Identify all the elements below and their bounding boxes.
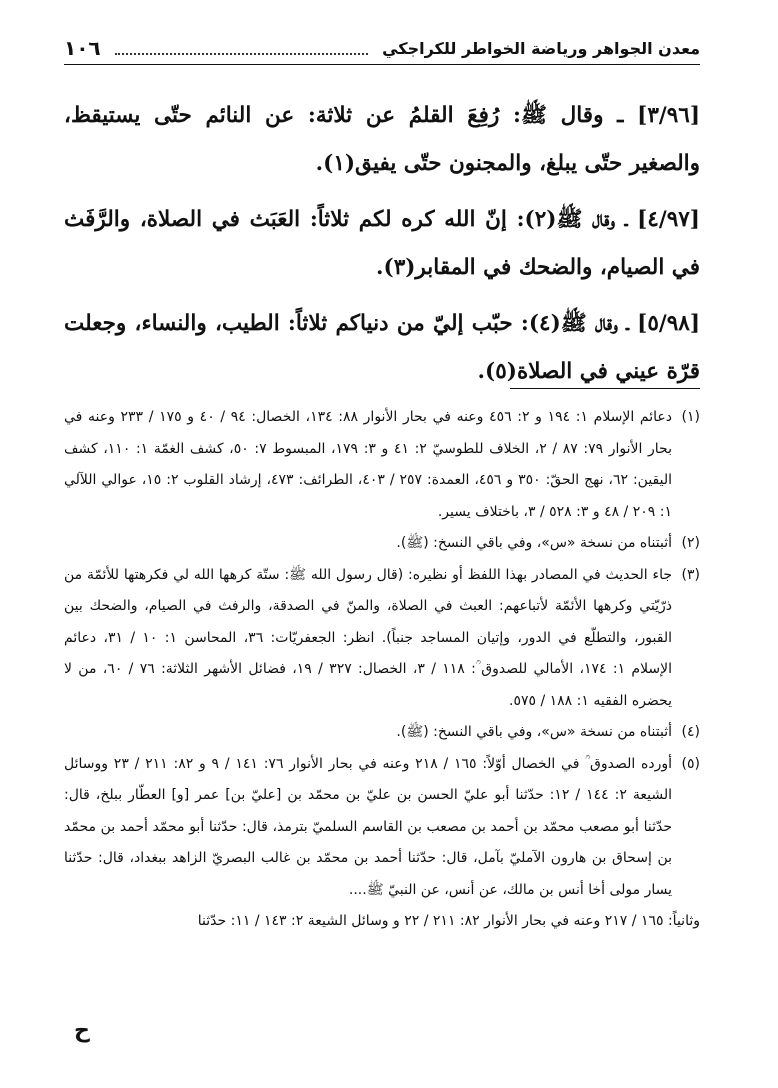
- footnote-separator: [510, 388, 700, 389]
- footnote-number: (٢): [681, 535, 700, 551]
- continuation-mark: ح: [74, 1018, 90, 1043]
- footnotes: [64, 402, 700, 938]
- footnote-text: جاء الحديث في المصادر بهذا اللفظ أو نظيره: (قال رسول الله ﷺ: ستّة كرهها الله لي فكرهتها للأئمّة من ذرّيّتي وكرهها الأئمّة لأتباعهم: العبث في الصلاة، والمنّ في الصدقة، والرفث في الصيام، والضحك بين القبور، والتطلّع في الدور، وإتيان المساجد جنباً). انظر: الجعفريّات: ٣٦، المحاسن ١: ١٠ / ٣١، دعائم الإسلام ١: ١٧٤، الأمالي للصدوق ؒ: ١١٨ / ٣، الخصال: ٣٢٧ / ١٩، فضائل الأشهر الثلاثة: ٧٦ / ٦٠، من لا يحضره الفقيه ١: ١٨٨ / ٥٧٥.: [64, 566, 673, 709]
- footnote-text: أثبتناه من نسخة «س»، وفي باقي النسخ: (ﷺ).: [396, 724, 672, 740]
- footnote-text: أثبتناه من نسخة «س»، وفي باقي النسخ: (ﷺ).: [396, 535, 672, 551]
- footnote: [64, 749, 700, 907]
- page-number: ١٠٦: [64, 36, 101, 60]
- footnote-text: أورده الصدوق ؒ في الخصال أوّلاً: ١٦٥ / ٢١٨ وعنه في بحار الأنوار ٧٦: ١٤١ / ٩ و ٨٢: ٢١١ / ٢٣ ووسائل الشيعة ٢: ١٤٤ / ١٢: حدّثنا أبو عليّ الحسن بن عليّ بن محمّد بن [عليّ بن] عمر [و] العطّار ببلخ، قال: حدّثنا أبو مصعب محمّد بن أحمد بن مصعب بن القاسم السلميّ بترمذ، قال: حدّثنا أبو محمّد أحمد بن محمّد بن إسحاق بن هارون الآمليّ بآمل، قال: حدّثنا أحمد بن محمّد بن غالب البصريّ الزاهد ببغداد، قال: حدّثنا يسار مولى أخا أنس بن مالك، عن أنس، عن النبيّ ﷺ....: [64, 755, 673, 898]
- hadith-paragraph: [٤/٩٧] ـ وقال ﷺ(٢): إنّ الله كره لكم ثلاثاً: العَبَث في الصلاة، والرَّفَث في الصيام، والضحك في المقابر(٣).: [64, 207, 700, 280]
- footnote-continuation: [64, 906, 700, 938]
- footnote: [64, 528, 700, 560]
- footnote-number: (١): [681, 409, 700, 425]
- dotted-leader: [115, 53, 368, 55]
- hadith-paragraph: [٥/٩٨] ـ وقال ﷺ(٤): حبّب إليّ من دنياكم ثلاثاً: الطيب، والنساء، وجعلت قرّة عيني في الصلاة(٥).: [64, 311, 700, 384]
- footnote: [64, 402, 700, 528]
- footnote: [64, 717, 700, 749]
- footnote-number: (٥): [681, 755, 700, 772]
- page-header: [64, 30, 700, 65]
- main-text: [64, 92, 700, 404]
- footnote-number: (٣): [681, 566, 700, 583]
- footnote-continuation-text: وثانياً: ١٦٥ / ٢١٧ وعنه في بحار الأنوار ٨٢: ٢١١ / ٢٢ و وسائل الشيعة ٢: ١٤٣ / ١١: حدّثنا: [197, 913, 700, 929]
- hadith-paragraph: [٣/٩٦] ـ وقال ﷺ: رُفِعَ القلمُ عن ثلاثة: عن النائم حتّى يستيقظ، والصغير حتّى يبلغ، والمجنون حتّى يفيق(١).: [64, 103, 700, 176]
- footnote-text: دعائم الإسلام ١: ١٩٤ و ٢: ٤٥٦ وعنه في بحار الأنوار ٨٨: ١٣٤، الخصال: ٩٤ / ٤٠ و ١٧٥ / ٢٣٣ وعنه في بحار الأنوار ٧٩: ٨٧ / ٢، الخلاف للطوسيّ ٢: ٤١ و ٣: ١٧٩، المبسوط ٧: ٥٠، كشف الغمّة ١: ١١٠، كشف اليقين: ٦٢، نهج الحقّ: ٣٥٠ و ٤٥٦، العمدة: ٢٥٧ / ٤٠٣، الطرائف: ٤٧٣، إرشاد القلوب ٢: ١٥، عوالي اللآلي ١: ٢٠٩ / ٤٨ و ٣: ٥٢٨ / ٣، باختلاف يسير.: [64, 409, 672, 520]
- running-title: معدن الجواهر ورياضة الخواطر للكراجكي: [382, 39, 700, 58]
- footnote-number: (٤): [681, 724, 700, 740]
- footnote: [64, 560, 700, 718]
